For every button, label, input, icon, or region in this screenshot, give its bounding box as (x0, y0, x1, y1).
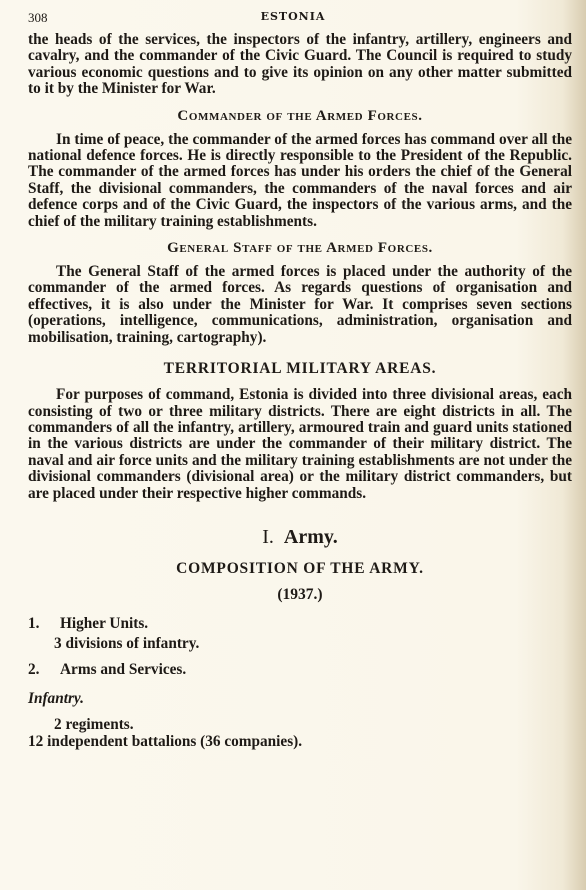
list-label: Higher Units. (60, 614, 149, 632)
section-heading-territorial: TERRITORIAL MILITARY AREAS. (163, 360, 437, 378)
infantry-heading: Infantry. (28, 689, 84, 707)
section-body-commander: In time of peace, the commander of the armed forces has command over all the national defence forces. He is directly responsible to the President of the Republic. The commander of the armed forces has under his orders the chief of the General Staff, the divisional commanders, the commanders of the naval forces and air defence corps and of the Civic Guard, the inspectors of the various arms, and the chief of the military training establishments. (28, 130, 572, 230)
page-number: 308 (28, 10, 48, 25)
list-item-higher-units (28, 614, 572, 634)
list-label: Arms and Services. (60, 660, 187, 678)
section-body-territorial: For purposes of command, Estonia is divided into three divisional areas, each consisting of two or three military districts. There are eight districts in all. The commanders of all the infantry, artillery, armoured train and guard units stationed in the various districts are under the commander of their military district. The naval and air force units and the military training establishments are not under the divisional commanders (divisional area) or the military district commanders, but are placed under their respective higher commands. (28, 386, 572, 502)
composition-year: (1937.) (277, 585, 323, 603)
section-heading-commander: Commander of the Armed Forces. (177, 107, 423, 124)
part-title (28, 526, 572, 549)
list-number: 1. (28, 614, 40, 632)
running-head (28, 10, 572, 32)
section-heading-general-staff: General Staff of the Armed Forces. (167, 240, 433, 257)
list-detail: 3 divisions of infantry. (54, 634, 200, 652)
part-name: Army. (283, 525, 338, 548)
list-item-arms-services (28, 660, 572, 680)
running-title: ESTONIA (260, 10, 326, 23)
section-body-general-staff: The General Staff of the armed forces is placed under the authority of the commander of the armed forces. As regards questions of organisation and effectives, it is also under the Minister for War. It comprises seven sections (operations, intelligence, communications, administration, organisation and mobilisation, training, cartography). (28, 263, 572, 346)
composition-heading: COMPOSITION OF THE ARMY. (176, 559, 424, 577)
infantry-line: 12 independent battalions (36 companies). (28, 732, 303, 750)
part-number: I. (262, 525, 274, 548)
list-number: 2. (28, 660, 40, 678)
infantry-line: 2 regiments. (54, 715, 134, 733)
intro-paragraph: the heads of the services, the inspectors of the infantry, artillery, engineers and cavalry, and the commander of the Civic Guard. The Council is required to study various economic questions and to give its opinion on any other matter submitted to it by the Minister for War. (28, 31, 572, 98)
